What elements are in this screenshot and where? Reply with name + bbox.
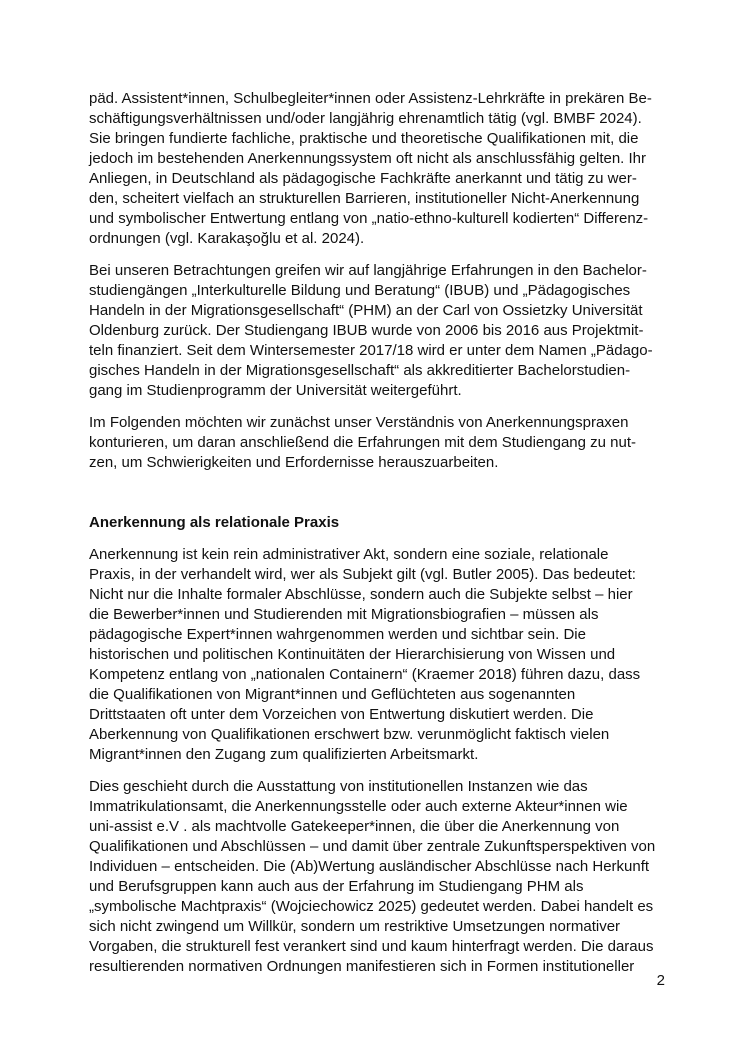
text-line: uni-assist e.V . als machtvolle Gatekeeper*innen, die über die Anerkennung von [89,818,620,835]
text-line: Anliegen, in Deutschland als pädagogische Fachkräfte anerkannt und tätig zu wer- [89,170,637,187]
text-line: historischen und politischen Kontinuitäten der Hierarchisierung von Wissen und [89,646,616,663]
intro-section [89,89,665,473]
text-line: studiengängen „Interkulturelle Bildung und Beratung“ (IBUB) und „Pädagogisches [89,282,631,299]
text-line: Sie bringen fundierte fachliche, praktische und theoretische Qualifikationen mit, die [89,130,639,147]
text-line: Migrant*innen den Zugang zum qualifizierten Arbeitsmarkt. [89,746,479,763]
text-line: ordnungen (vgl. Karakaşoğlu et al. 2024). [89,230,365,247]
text-line: gisches Handeln in der Migrationsgesellschaft“ als akkreditierter Bachelorstudien- [89,362,631,379]
text-line: pädagogische Expert*innen wahrgenommen werden und sichtbar sein. Die [89,626,586,643]
page-body [89,89,665,977]
page-number: 2 [656,972,665,989]
text-line: Bei unseren Betrachtungen greifen wir auf langjährige Erfahrungen in den Bachelor- [89,262,647,279]
text-line: päd. Assistent*innen, Schulbegleiter*innen oder Assistenz-Lehrkräfte in prekären Be- [89,90,652,107]
text-line: Aberkennung von Qualifikationen erschwert bzw. verunmöglicht faktisch vielen [89,726,610,743]
paragraph-spacer [89,249,665,261]
paragraph-spacer [89,765,665,777]
section-spacer [89,473,665,513]
paragraph [89,261,665,401]
text-line: Vorgaben, die strukturell fest verankert sind und kaum hinterfragt werden. Die daraus [89,938,654,955]
text-line: Drittstaaten oft unter dem Vorzeichen von Entwertung diskutiert werden. Die [89,706,594,723]
text-line: Handeln in der Migrationsgesellschaft“ (PHM) an der Carl von Ossietzky Universität [89,302,643,319]
text-line: konturieren, um daran anschließend die Erfahrungen mit dem Studiengang zu nut- [89,434,636,451]
text-line: Oldenburg zurück. Der Studiengang IBUB wurde von 2006 bis 2016 aus Projektmit- [89,322,644,339]
text-line: und Berufsgruppen kann auch aus der Erfahrung im Studiengang PHM als [89,878,584,895]
text-line: Individuen – entscheiden. Die (Ab)Wertung ausländischer Abschlüsse nach Herkunft [89,858,650,875]
text-line: die Qualifikationen von Migrant*innen und Geflüchteten aus sogenannten [89,686,576,703]
text-line: Kompetenz entlang von „nationalen Containern“ (Kraemer 2018) führen dazu, dass [89,666,641,683]
section-heading: Anerkennung als relationale Praxis [89,514,340,531]
paragraph-spacer [89,401,665,413]
text-line: und symbolischer Entwertung entlang von „natio-ethno-kulturell kodierten“ Differenz- [89,210,649,227]
text-line: jedoch im bestehenden Anerkennungssystem oft nicht als anschlussfähig gelten. Ihr [89,150,647,167]
text-line: Dies geschieht durch die Ausstattung von institutionellen Instanzen wie das [89,778,588,795]
text-line: sich nicht zwingend um Willkür, sondern um restriktive Umsetzungen normativer [89,918,621,935]
text-line: resultierenden normativen Ordnungen manifestieren sich in Formen institutioneller [89,958,635,975]
section-body [89,545,665,977]
paragraph [89,413,665,473]
text-line: Immatrikulationsamt, die Anerkennungsstelle oder auch externe Akteur*innen wie [89,798,628,815]
paragraph [89,545,665,765]
paragraph [89,89,665,249]
text-line: die Bewerber*innen und Studierenden mit Migrationsbiografien – müssen als [89,606,599,623]
text-line: den, scheitert vielfach an strukturellen Barrieren, institutioneller Nicht-Anerkennung [89,190,640,207]
text-line: gang im Studienprogramm der Universität weitergeführt. [89,382,462,399]
text-line: Im Folgenden möchten wir zunächst unser Verständnis von Anerkennungspraxen [89,414,629,431]
text-line: schäftigungsverhältnissen und/oder langjährig ehrenamtlich tätig (vgl. BMBF 2024). [89,110,642,127]
text-line: Anerkennung ist kein rein administrativer Akt, sondern eine soziale, relationale [89,546,609,563]
paragraph [89,777,665,977]
text-line: Qualifikationen und Abschlüssen – und damit über zentrale Zukunftsperspektiven von [89,838,656,855]
text-line: Praxis, in der verhandelt wird, wer als Subjekt gilt (vgl. Butler 2005). Das bedeutet: [89,566,636,583]
text-line: „symbolische Machtpraxis“ (Wojciechowicz 2025) gedeutet werden. Dabei handelt es [89,898,654,915]
text-line: zen, um Schwierigkeiten und Erfordernisse herauszuarbeiten. [89,454,499,471]
text-line: teln finanziert. Seit dem Wintersemester 2017/18 wird er unter dem Namen „Pädago- [89,342,653,359]
text-line: Nicht nur die Inhalte formaler Abschlüsse, sondern auch die Subjekte selbst – hier [89,586,633,603]
